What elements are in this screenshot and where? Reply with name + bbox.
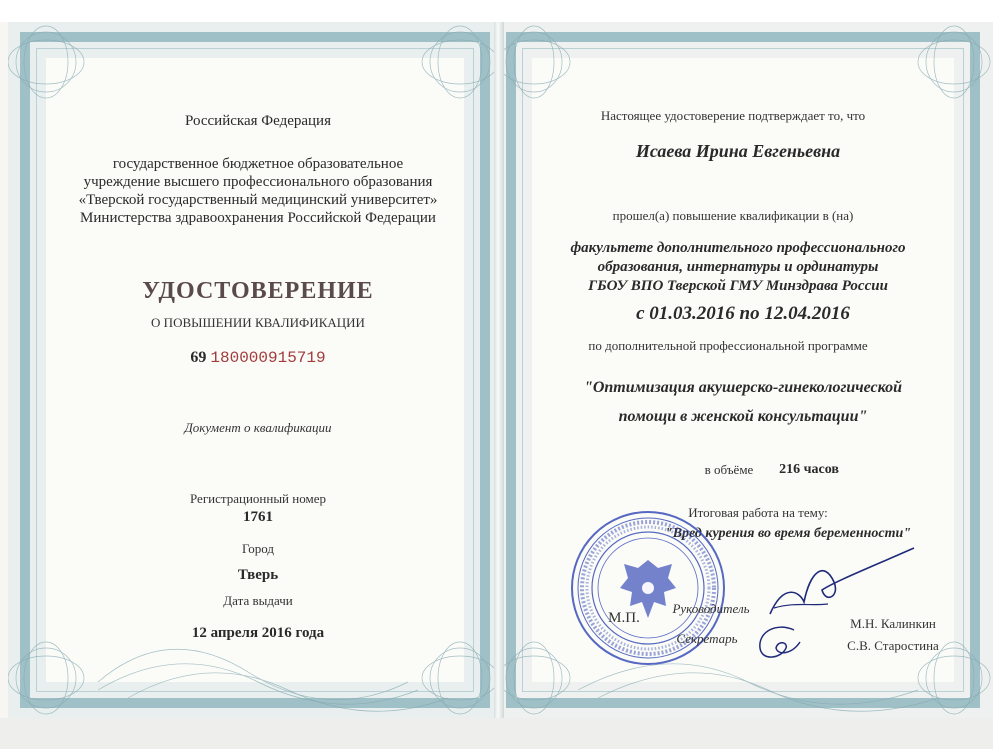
secretary-label: Секретарь: [676, 631, 738, 646]
faculty-line-2: образования, интернатуры и ординатуры: [597, 259, 879, 275]
final-work-label: Итоговая работа на тему:: [688, 505, 828, 520]
country-name: Российская Федерация: [185, 113, 331, 129]
bottom-margin: [0, 718, 993, 749]
city-label: Город: [241, 541, 275, 556]
program-title-line-2: помощи в женской консультации": [618, 408, 868, 425]
issue-date: 12 апреля 2016 года: [191, 625, 325, 641]
head-signature: [764, 542, 924, 622]
institution-line-4: Министерства здравоохранения Российской Федерации: [80, 210, 436, 226]
serial-number: [118, 349, 398, 367]
head-label: Руководитель: [672, 601, 750, 616]
program-label: по дополнительной профессиональной программе: [588, 338, 868, 353]
secretary-signature: [748, 618, 808, 668]
head-name: М.Н. Калинкин: [850, 616, 936, 631]
volume-label: в объёме: [704, 462, 754, 477]
registration-label: Регистрационный номер: [190, 491, 326, 506]
issue-date-label: Дата выдачи: [223, 593, 293, 608]
city-name: Тверь: [237, 567, 279, 583]
left-page: [8, 22, 498, 718]
document-subtitle: О ПОВЫШЕНИИ КВАЛИФИКАЦИИ: [151, 315, 365, 330]
training-period: с 01.03.2016 по 12.04.2016: [636, 303, 850, 324]
top-margin: [0, 0, 993, 22]
registration-number: 1761: [243, 509, 273, 525]
institution-line-2: учреждение высшего профессионального образования: [83, 174, 433, 190]
faculty-line-1: факультете дополнительного профессионального: [570, 240, 906, 256]
program-title-line-1: "Оптимизация акушерско-гинекологической: [583, 379, 903, 396]
secretary-name: С.В. Старостина: [847, 638, 939, 653]
certificate-document: [8, 22, 993, 718]
faculty-line-3: ГБОУ ВПО Тверской ГМУ Минздрава России: [588, 278, 888, 294]
document-title: УДОСТОВЕРЕНИЕ: [142, 278, 374, 304]
stamp-place-mark: М.П.: [608, 610, 640, 626]
institution-line-3: «Тверской государственный медицинский университет»: [78, 192, 438, 208]
training-passed-text: прошел(а) повышение квалификации в (на): [612, 208, 854, 223]
book-spine: [494, 22, 504, 718]
recipient-name: Исаева Ирина Евгеньевна: [635, 141, 841, 161]
serial-digits: 180000915719: [210, 349, 326, 367]
serial-series: 69: [190, 349, 207, 366]
final-work-title: "Вред курения во время беременности": [664, 526, 912, 541]
confirmation-text: Настоящее удостоверение подтверждает то, что: [600, 108, 866, 123]
institution-line-1: государственное бюджетное образовательное: [112, 156, 404, 172]
right-page: [498, 22, 993, 718]
document-type: Документ о квалификации: [184, 420, 332, 435]
volume-hours: 216 часов: [779, 462, 839, 477]
